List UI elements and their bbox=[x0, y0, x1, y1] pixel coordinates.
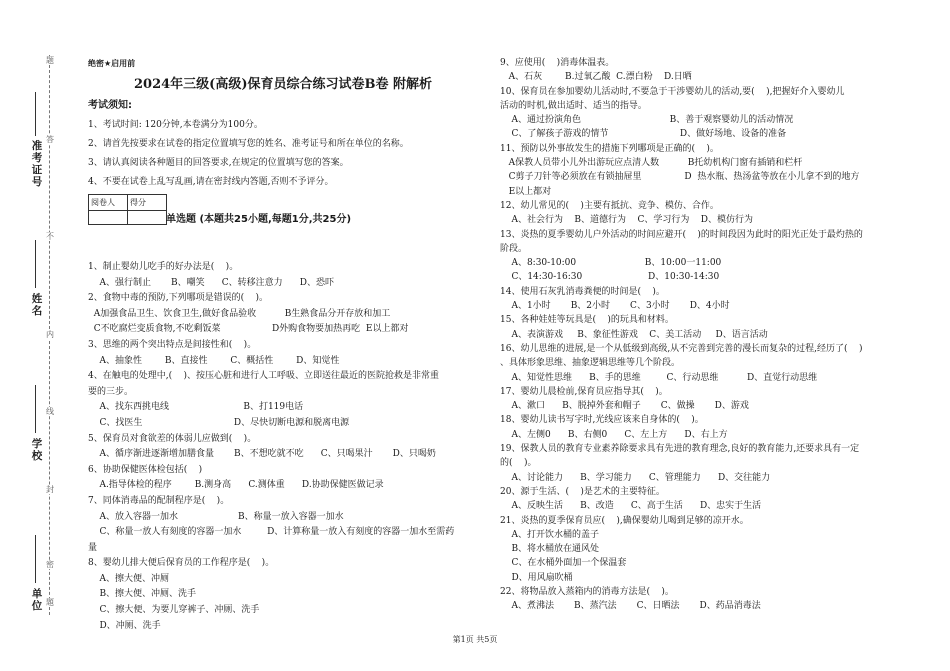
question-line: A、煮沸法 B、蒸汽法 C、日晒法 D、药品消毒法 bbox=[500, 601, 761, 612]
question-line: 19、保教人员的教育专业素养除要求具有先进的教育理念,良好的教育能力,还要求具有一定 bbox=[500, 444, 860, 455]
seal-mark-xian: 线 bbox=[46, 407, 54, 416]
question-line: 13、炎热的夏季婴幼儿户外活动的时间应避开( )的时间段因为此时的阳光正处于最灼热的 bbox=[500, 229, 863, 240]
seal-mark-ti: 题 bbox=[46, 56, 54, 65]
question-line: 16、幼儿思维的进展,是一个从低级到高级,从不完善到完善的漫长而复杂的过程,经历了( ) bbox=[500, 343, 863, 354]
question-line: C、14:30-16:30 D、10:30-14:30 bbox=[500, 272, 720, 283]
question-line: 21、炎热的夏季保育员应( ),确保婴幼儿喝到足够的凉开水。 bbox=[500, 515, 749, 526]
question-line: E以上都对 bbox=[500, 186, 552, 197]
question-line: 20、源于生活、( )是艺术的主要特征。 bbox=[500, 486, 665, 497]
question-line: 5、保育员对食欲差的体弱儿应做到( )。 bbox=[88, 433, 257, 444]
question-line: 17、婴幼儿晨检前,保育员应指导其( )。 bbox=[500, 386, 668, 397]
question-line: 8、婴幼儿排大便后保育员的工作程序是( )。 bbox=[88, 558, 275, 569]
label-exam-number: 准考证号 bbox=[31, 140, 43, 188]
note-item: 2、请首先按要求在试卷的指定位置填写您的姓名、准考证号和所在单位的名称。 bbox=[88, 138, 409, 149]
question-line: A、左侧0 B、右侧0 C、左上方 D、右上方 bbox=[500, 429, 728, 440]
label-name: 姓名 bbox=[31, 293, 43, 317]
question-line: 2、食物中毒的预防,下列哪项是错误的( )。 bbox=[88, 293, 269, 304]
question-line: 11、预防以外事故发生的措施下列哪项是正确的( )。 bbox=[500, 143, 719, 154]
note-item: 4、不要在试卷上乱写乱画,请在密封线内答题,否则不予评分。 bbox=[88, 176, 334, 187]
question-line: C、了解孩子游戏的情节 D、做好场地、设备的准备 bbox=[500, 129, 787, 140]
question-line: A、1小时 B、2小时 C、3小时 D、4小时 bbox=[500, 301, 730, 312]
question-line: A、擦大便、冲厕 bbox=[88, 573, 169, 584]
question-line: 18、婴幼儿读书写字时,光线应该来自身体的( )。 bbox=[500, 415, 704, 426]
question-line: 要的三步。 bbox=[88, 386, 134, 397]
seal-mark-bu: 不 bbox=[46, 232, 54, 241]
label-unit: 单位 bbox=[31, 588, 43, 612]
seal-mark-feng: 封 bbox=[46, 485, 54, 494]
question-line: A、讨论能力 B、学习能力 C、管理能力 D、交往能力 bbox=[500, 472, 771, 483]
question-line: A、反映生活 B、改造 C、高于生活 D、忠实于生活 bbox=[500, 501, 762, 512]
question-line: 12、幼儿常见的( )主要有抵抗、竞争、模仿、合作。 bbox=[500, 200, 719, 211]
question-line: A、打开饮水桶的盖子 bbox=[500, 529, 599, 540]
school-underline bbox=[35, 385, 36, 433]
question-line: A、8:30-10:00 B、10:00一11:00 bbox=[500, 258, 722, 269]
question-line: A、放入容器一加水 B、称量一放入容器一加水 bbox=[88, 511, 344, 522]
binding-margin bbox=[0, 0, 80, 671]
question-line: 14、使用石灰乳消毒粪便的时间是( )。 bbox=[500, 286, 665, 297]
question-line: D、用风扇吹桶 bbox=[500, 572, 573, 583]
question-line: A保教人员带小儿外出游玩应点清人数 B托幼机构门窗有插销和栏杆 bbox=[500, 158, 803, 169]
question-line: 4、在触电的处理中,( )、按压心脏和进行人工呼吸、立即送往最近的医院抢救是非常重 bbox=[88, 371, 440, 382]
question-line: 3、思维的两个突出特点是间接性和( )。 bbox=[88, 339, 257, 350]
question-line: A、知觉性思维 B、手的思维 C、行动思维 D、直觉行动思维 bbox=[500, 372, 818, 383]
score-box-reviewer-cell[interactable] bbox=[89, 211, 128, 225]
question-line: A加强食品卫生、饮食卫生,做好食品验收 B生熟食品分开存放和加工 bbox=[88, 308, 391, 319]
score-box bbox=[88, 194, 167, 226]
question-line: 、具体形象思维、抽象逻辑思维等几个阶段。 bbox=[500, 358, 681, 369]
question-line: 15、各种娃娃等玩具是( )的玩具和材料。 bbox=[500, 315, 674, 326]
left-questions bbox=[88, 260, 483, 634]
question-line: C、找医生 D、尽快切断电源和脱离电源 bbox=[88, 417, 350, 428]
page-footer: 第1页 共5页 bbox=[452, 635, 498, 644]
question-line: 的( )。 bbox=[500, 458, 537, 469]
note-item: 3、请认真阅读各种题目的回答要求,在规定的位置填写您的答案。 bbox=[88, 157, 349, 168]
score-box-score: 得分 bbox=[128, 194, 167, 211]
question-line: A、强行制止 B、嘲笑 C、转移注意力 D、恐吓 bbox=[88, 277, 335, 288]
question-line: A、抽象性 B、直接性 C、概括性 D、知觉性 bbox=[88, 355, 340, 366]
question-line: A、通过扮演角色 B、善于观察婴幼儿的活动情况 bbox=[500, 115, 794, 126]
question-line: 阶段。 bbox=[500, 243, 528, 254]
question-line: 1、制止婴幼儿吃手的好办法是( )。 bbox=[88, 262, 239, 272]
question-line: 6、协助保健医体检包括( ) bbox=[88, 464, 203, 475]
question-line: 22、将物品放入蒸箱内的消毒方法是( )。 bbox=[500, 586, 674, 597]
right-questions bbox=[500, 56, 930, 614]
question-line: A、社会行为 B、道德行为 C、学习行为 D、模仿行为 bbox=[500, 215, 753, 226]
secret-label: 绝密★启用前 bbox=[88, 59, 136, 68]
question-line: A.指导体检的程序 B.测身高 C.测体重 D.协助保健医做记录 bbox=[88, 480, 384, 491]
question-line: C剪子刀针等必须放在有锁抽屉里 D 热水瓶、热汤盆等放在小儿拿不到的地方 bbox=[500, 172, 860, 183]
question-line: A、石灰 B.过氧乙酸 C.漂白粉 D.日晒 bbox=[500, 72, 692, 83]
seal-mark-da: 答 bbox=[46, 135, 54, 144]
question-line: 10、保育员在参加婴幼儿活动时,不要急于干涉婴幼儿的活动,要( ),把握好介入婴幼儿 bbox=[500, 86, 845, 97]
question-line: 活动的时机,做出适时、适当的指导。 bbox=[500, 100, 647, 111]
question-line: A、漱口 B、脱掉外套和帽子 C、做操 D、游戏 bbox=[500, 401, 749, 412]
unit-underline bbox=[35, 535, 36, 583]
seal-mark-ti-bottom: 題 bbox=[46, 598, 54, 607]
question-line: 量 bbox=[88, 542, 98, 553]
section-title: 单选题 (本题共25小题,每题1分,共25分) bbox=[166, 214, 352, 225]
label-school: 学校 bbox=[31, 438, 43, 462]
question-line: C、擦大便、为要儿穿裤子、冲厕、洗手 bbox=[88, 605, 260, 616]
page-title: 2024年三级(高级)保育员综合练习试卷B卷 附解析 bbox=[134, 76, 432, 92]
seal-mark-mi: 密 bbox=[46, 560, 54, 569]
exam-number-underline bbox=[35, 92, 36, 136]
question-line: C、称量一放人有刻度的容器一加水 D、计算称量一放入有刻度的容器一加水至需药 bbox=[88, 527, 455, 538]
score-box-reviewer: 阅卷人 bbox=[89, 194, 128, 211]
question-line: C不吃腐烂变质食物,不吃剩饭菜 D外购食物要加热再吃 E以上都对 bbox=[88, 324, 409, 335]
left-column bbox=[88, 56, 483, 225]
seal-mark-nei: 内 bbox=[46, 330, 54, 339]
question-line: A、表演游戏 B、象征性游戏 C、美工活动 D、语言活动 bbox=[500, 329, 768, 340]
note-item: 1、考试时间: 120分钟,本卷满分为100分。 bbox=[88, 119, 263, 130]
score-box-score-cell[interactable] bbox=[128, 211, 167, 225]
question-line: B、将水桶放在通风处 bbox=[500, 544, 600, 555]
notes-heading: 考试须知: bbox=[88, 99, 132, 111]
question-line: A、循序渐进逐渐增加膳食量 B、不想吃就不吃 C、只喝果汁 D、只喝奶 bbox=[88, 449, 436, 460]
question-line: A、找东西挑电线 B、打119电话 bbox=[88, 402, 304, 413]
question-line: D、冲厕、洗手 bbox=[88, 620, 161, 631]
question-line: 7、同体消毒品的配制程序是( )。 bbox=[88, 495, 230, 506]
question-line: 9、应使用( )消毒体温表。 bbox=[500, 58, 615, 68]
name-underline bbox=[35, 240, 36, 288]
question-line: C、在水桶外面加一个保温套 bbox=[500, 558, 627, 569]
question-line: B、擦大便、冲厕、洗手 bbox=[88, 589, 197, 600]
